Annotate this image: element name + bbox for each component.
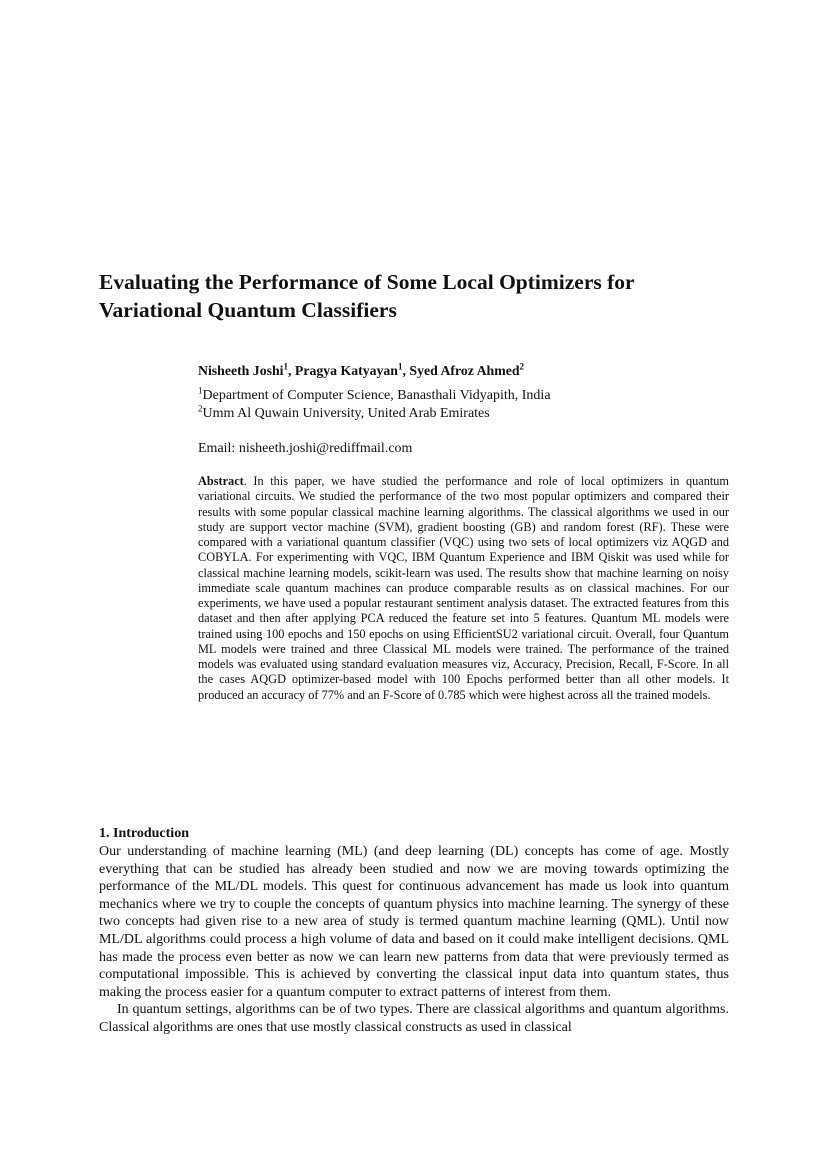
abstract: [198, 474, 729, 703]
author-separator: ,: [287, 363, 295, 378]
author-affiliation-mark: 2: [519, 361, 525, 372]
body-paragraph: Our understanding of machine learning (ML) (and deep learning (DL) concepts has come of age. Mostly everything that can be studied has already been studied and now we are moving towards optimizing the performance of the ML/DL models. This quest for continuous advancement has made us look into quantum mechanics where we try to couple the concepts of quantum physics into machine learning. The synergy of these two concepts had given rise to a new area of study is termed quantum machine learning (QML). Until now ML/DL algorithms could process a high volume of data and based on it could make intelligent decisions. QML has made the process even better as now we can learn new patterns from data that were previously termed as computational impossible. This is achieved by converting the classical input data into quantum states, thus making the process easier for a quantum computer to extract patterns of interest from them.: [99, 844, 729, 1000]
abstract-label: Abstract: [198, 474, 244, 488]
affiliation-line: [198, 405, 738, 423]
author-separator: ,: [402, 363, 410, 378]
introduction-body: [99, 843, 729, 1037]
affiliation-text: Umm Al Quwain University, United Arab Emirates: [202, 406, 490, 421]
author-name: Pragya Katyayan: [294, 363, 398, 378]
paper-title: Evaluating the Performance of Some Local Optimizers for Variational Quantum Classifiers: [99, 270, 635, 322]
author-affiliation-mark: 1: [397, 361, 403, 372]
section-heading-introduction: 1. Introduction: [99, 826, 189, 841]
author-list: [198, 361, 738, 381]
author-name: Syed Afroz Ahmed: [409, 363, 520, 378]
author-affiliation-mark: 1: [283, 361, 288, 372]
contact-email: Email: nisheeth.joshi@rediffmail.com: [198, 441, 413, 456]
affiliation-mark: 2: [198, 403, 203, 414]
affiliation-line: [198, 387, 738, 405]
abstract-text: . In this paper, we have studied the performance and role of local optimizers in quantum variational circuits. We studied the performance of the two most popular optimizers and compared their results with some popular classical machine learning algorithms. The classical algorithms we used in our study are support vector machine (SVM), gradient boosting (GB) and random forest (RF). These were compared with a variational quantum classifier (VQC) using two sets of local optimizers viz AQGD and COBYLA. For experimenting with VQC, IBM Quantum Experience and IBM Qiskit was used while for classical machine learning models, scikit-learn was used. The results show that machine learning on noisy immediate scale quantum machines can produce comparable results as on classical machines. For our experiments, we have used a popular restaurant sentiment analysis dataset. The extracted features from this dataset and then after applying PCA reduced the feature set into 5 features. Quantum ML models were trained using 100 epochs and 150 epochs on using EfficientSU2 variational circuit. Overall, four Quantum ML models were trained and three Classical ML models were trained. The performance of the trained models was evaluated using standard evaluation measures viz, Accuracy, Precision, Recall, F-Score. In all the cases AQGD optimizer-based model with 100 Epochs performed better than all other models. It produced an accuracy of 77% and an F-Score of 0.785 which were highest across all the trained models.: [198, 474, 729, 702]
affiliation-mark: 1: [198, 385, 203, 396]
body-paragraph: In quantum settings, algorithms can be of two types. There are classical algorithms and quantum algorithms. Classical algorithms are ones that use mostly classical constructs as used in classical: [99, 1002, 729, 1035]
affiliation-list: [198, 387, 738, 423]
author-name: Nisheeth Joshi: [198, 363, 284, 378]
affiliation-text: Department of Computer Science, Banasthali Vidyapith, India: [202, 388, 551, 403]
